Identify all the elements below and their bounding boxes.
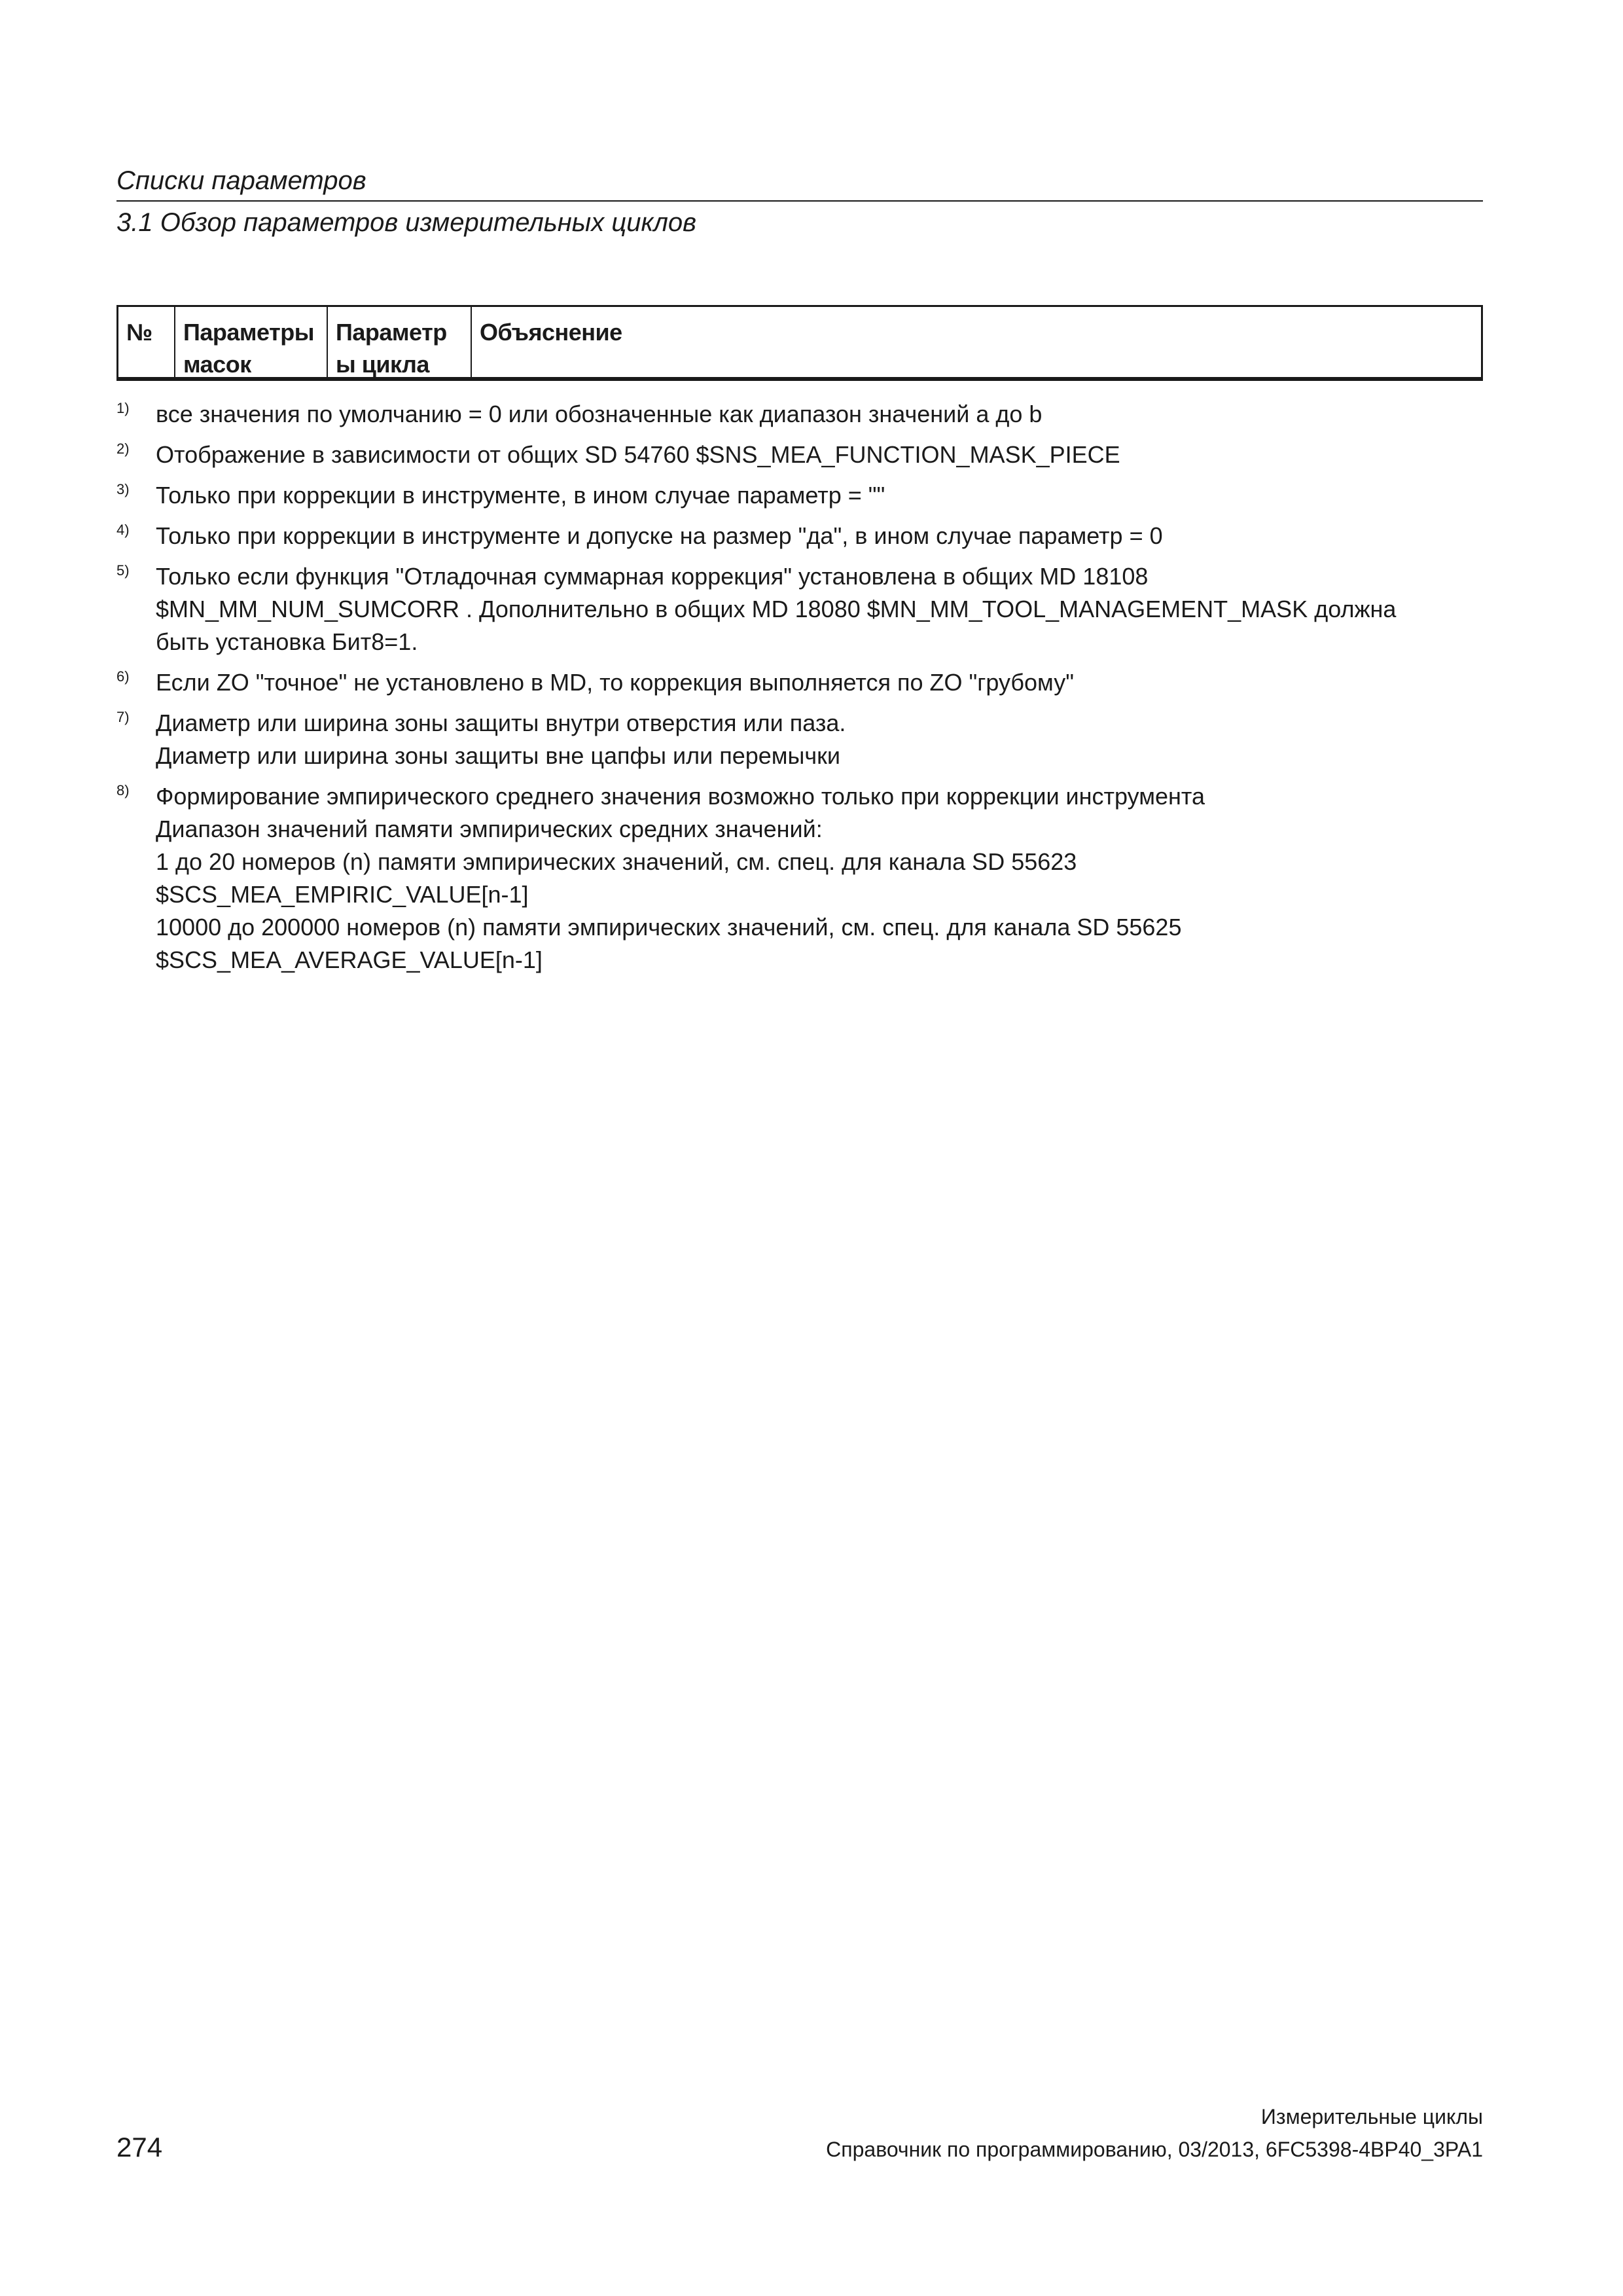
header-divider [116,200,1483,202]
footnote-text: Формирование эмпирического среднего значения возможно только при коррекции инструмента Диапазон значений памяти эмпирических средних значений: 1 до 20 номеров (n) памяти эмпирических значений, см. спец. для канала SD 55623 $SCS_MEA_EMPIRIC_VALUE[n-1] 10000 до 200000 номеров (n) памяти эмпирических значений, см. спец. для канала SD 55625 $SCS_MEA_AVERAGE_VALUE[n-1] [156,783,1205,973]
section-title: 3.1 Обзор параметров измерительных циклов [116,208,697,237]
column-header-cycle-parameters: Параметр ы цикла [328,307,472,377]
footnote-text: Отображение в зависимости от общих SD 54760 $SNS_MEA_FUNCTION_MASK_PIECE [156,441,1120,468]
footnote-number: 1) [116,400,130,416]
footnote-text: все значения по умолчанию = 0 или обозначенные как диапазон значений a до b [156,401,1043,427]
parameter-table-header [116,305,1483,381]
chapter-title: Списки параметров [116,166,366,195]
footnote-item [116,560,1491,658]
footnote-text: Диаметр или ширина зоны защиты внутри отверстия или паза. Диаметр или ширина зоны защиты вне цапфы или перемычки [156,709,846,769]
footnote-number: 6) [116,668,130,685]
footnote-item [116,398,1491,431]
footnote-text: Если ZO "точное" не установлено в MD, то коррекция выполняется по ZO "грубому" [156,669,1074,696]
footnote-text: Только если функция "Отладочная суммарная коррекция" установлена в общих MD 18108 $MN_MM_NUM_SUMCORR . Дополнительно в общих MD 18080 $MN_MM_TOOL_MANAGEMENT_MASK должна быть установка Бит8=1. [156,563,1397,655]
footnote-text: Только при коррекции в инструменте и допуске на размер "да", в ином случае параметр = 0 [156,522,1163,549]
footnote-item [116,666,1491,699]
footnotes-list [116,398,1491,984]
footnote-item [116,780,1491,977]
footnote-item [116,520,1491,552]
column-header-number: № [118,307,175,377]
footnote-number: 5) [116,562,130,579]
page-number: 274 [116,2132,163,2162]
footnote-item [116,707,1491,772]
footnote-number: 8) [116,782,130,798]
footnote-number: 4) [116,522,130,538]
footnote-item [116,439,1491,471]
footnote-text: Только при коррекции в инструменте, в ином случае параметр = "" [156,482,885,509]
footnote-number: 7) [116,709,130,725]
footnote-number: 2) [116,440,130,457]
footnote-item [116,479,1491,512]
footer-document-title: Измерительные циклы [1260,2105,1483,2128]
column-header-explanation: Объяснение [480,319,622,346]
column-header-mask-parameters: Параметры масок [175,307,328,377]
footnote-number: 3) [116,481,130,497]
footer-reference: Справочник по программированию, 03/2013, 6FC5398-4BP40_3PA1 [826,2138,1483,2161]
